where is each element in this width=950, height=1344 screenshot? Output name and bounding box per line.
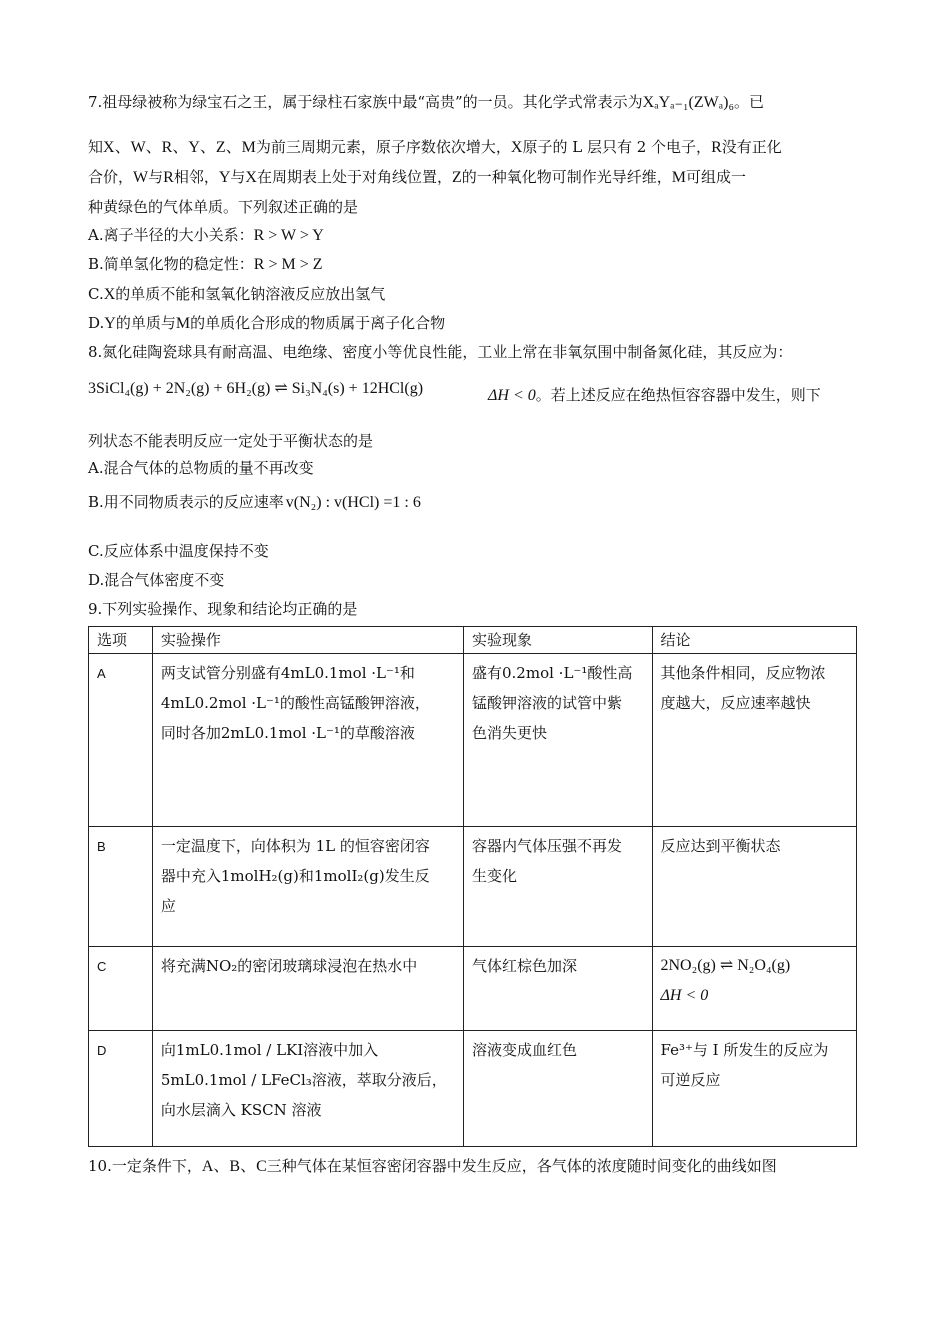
cell-line: 应 — [160, 897, 176, 915]
table-cell — [652, 1031, 857, 1147]
cell-line: 2NO₂(g) ⇌ N₂O₄(g) — [660, 957, 791, 974]
q8-option-d: D.混合气体密度不变 — [88, 571, 225, 589]
q8-option-c: C.反应体系中温度保持不变 — [88, 542, 269, 560]
experiment-table — [88, 626, 857, 1147]
cell-line: 5mL0.1mol / LFeCl₃溶液，萃取分液后， — [160, 1071, 447, 1089]
q8-line-3: 列状态不能表明反应一定处于平衡状态的是 — [88, 432, 374, 450]
q8-option-b: B.用不同物质表示的反应速率 v(N₂) : v(HCl) =1 : 6 — [88, 493, 421, 511]
q9-title: 9.下列实验操作、现象和结论均正确的是 — [88, 600, 358, 618]
table-header-row — [89, 627, 857, 654]
q7-formula: XₐYₐ₋₁(ZWₐ)₆ — [642, 94, 735, 111]
table-cell — [464, 654, 653, 827]
table-cell: D — [89, 1031, 153, 1147]
cell-line: 向1mL0.1mol / LKI溶液中加入 — [160, 1041, 379, 1059]
q7-line-4: 种黄绿色的气体单质。下列叙述正确的是 — [88, 198, 359, 216]
cell-line: 溶液变成血红色 — [472, 1041, 578, 1059]
table-cell — [152, 1031, 463, 1147]
cell-line: 向水层滴入 KSCN 溶液 — [160, 1101, 322, 1119]
q7-option-a: A.离子半径的大小关系：R > W > Y — [88, 226, 324, 244]
table-cell — [652, 827, 857, 947]
table-cell — [464, 947, 653, 1031]
q8-line-2: ΔH < 0。若上述反应在绝热恒容容器中发生，则下 — [488, 386, 821, 404]
cell-line: 一定温度下，向体积为 1L 的恒容密闭容 — [160, 837, 430, 855]
table-cell — [152, 947, 463, 1031]
cell-line: 两支试管分别盛有4mL0.1mol ·L⁻¹和 — [160, 664, 415, 682]
table-row — [89, 1031, 857, 1147]
q7-option-b: B.简单氢化物的稳定性：R > M > Z — [88, 255, 323, 273]
q7-line-2: 知X、W、R、Y、Z、M为前三周期元素，原子序数依次增大，X原子的 L 层只有 2 个电子，R没有正化 — [88, 138, 782, 156]
table-cell: A — [89, 654, 153, 827]
table-row — [89, 827, 857, 947]
q7-line-1: 7.祖母绿被称为绿宝石之王，属于绿柱石家族中最“高贵”的一员。其化学式常表示为XₐYₐ₋₁(ZWₐ)₆。已 — [88, 93, 765, 111]
cell-line: 容器内气体压强不再发 — [472, 837, 623, 855]
cell-line: 将充满NO₂的密闭玻璃球浸泡在热水中 — [160, 957, 418, 975]
table-header: 实验操作 — [152, 627, 463, 654]
cell-line: 度越大，反应速率越快 — [660, 694, 811, 712]
table-cell — [152, 827, 463, 947]
table-header: 结论 — [652, 627, 857, 654]
q7-option-c: C.X的单质不能和氢氧化钠溶液反应放出氢气 — [88, 285, 386, 303]
cell-line: 气体红棕色加深 — [472, 957, 578, 975]
cell-line: 其他条件相同，反应物浓 — [660, 664, 826, 682]
q7-option-d: D.Y的单质与M的单质化合形成的物质属于离子化合物 — [88, 314, 446, 332]
table-cell — [652, 947, 857, 1031]
cell-line: ΔH < 0 — [660, 987, 709, 1004]
cell-line: 同时各加2mL0.1mol ·L⁻¹的草酸溶液 — [160, 724, 415, 742]
table-cell — [652, 654, 857, 827]
table-header: 选项 — [89, 627, 153, 654]
table-cell — [464, 827, 653, 947]
cell-line: 色消失更快 — [472, 724, 548, 742]
table-cell — [464, 1031, 653, 1147]
cell-line: 器中充入1molH₂(g)和1molI₂(g)发生反 — [160, 867, 430, 885]
q10-line-1: 10.一定条件下，A、B、C三种气体在某恒容密闭容器中发生反应，各气体的浓度随时间变化的曲线如图 — [88, 1157, 777, 1175]
table-cell — [152, 654, 463, 827]
q8-line-1: 8.氮化硅陶瓷球具有耐高温、电绝缘、密度小等优良性能，工业上常在非氧氛围中制备氮化硅，其反应为： — [88, 343, 793, 361]
table-cell: C — [89, 947, 153, 1031]
table-row — [89, 947, 857, 1031]
table-row — [89, 654, 857, 827]
cell-line: Fe³⁺与 I 所发生的反应为 — [660, 1041, 829, 1059]
cell-line: 反应达到平衡状态 — [660, 837, 781, 855]
cell-line: 4mL0.2mol ·L⁻¹的酸性高锰酸钾溶液， — [160, 694, 430, 712]
q8-equation: 3SiCl₄(g) + 2N₂(g) + 6H₂(g) ⇌ Si₃N₄(s) + 12HCl(g) — [88, 380, 424, 397]
q7-line-3: 合价，W与R相邻，Y与X在周期表上处于对角线位置，Z的一种氧化物可制作光导纤维，M可组成一 — [88, 168, 747, 186]
table-cell: B — [89, 827, 153, 947]
cell-line: 生变化 — [472, 867, 518, 885]
table-header: 实验现象 — [464, 627, 653, 654]
cell-line: 可逆反应 — [660, 1071, 721, 1089]
q8-option-a: A.混合气体的总物质的量不再改变 — [88, 459, 314, 477]
cell-line: 盛有0.2mol ·L⁻¹酸性高 — [472, 664, 633, 682]
cell-line: 锰酸钾溶液的试管中紫 — [472, 694, 623, 712]
